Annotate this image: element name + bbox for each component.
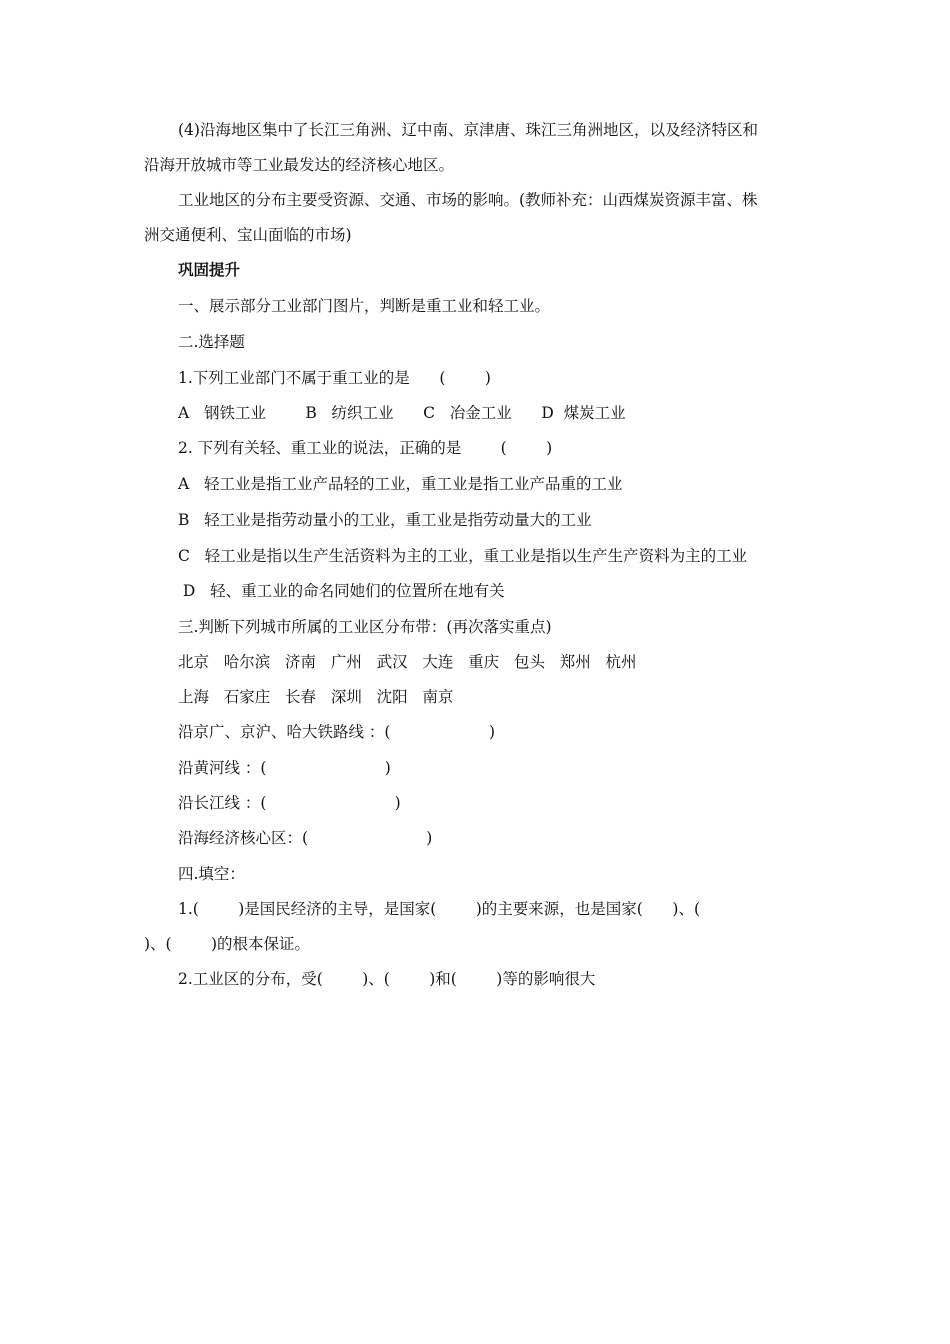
- belt-yangtze: 沿长江线 ：( ): [178, 794, 401, 812]
- paragraph-4-line-1: (4)沿海地区集中了长江三角洲、辽中南、京津唐、珠江三角洲地区，以及经济特区和: [178, 121, 758, 139]
- question-2-option-b: B 轻工业是指劳动量小的工业，重工业是指劳动量大的工业: [178, 511, 592, 529]
- belt-coastal: 沿海经济核心区：( ): [178, 829, 433, 847]
- question-1-options: A 钢铁工业 B 纺织工业 C 冶金工业 D 煤炭工业: [178, 404, 626, 422]
- part4-heading: 四.填空：: [178, 865, 245, 883]
- paragraph-4-line-2: 沿海开放城市等工业最发达的经济核心地区。: [144, 156, 455, 174]
- question-1-stem: 1.下列工业部门不属于重工业的是 ( ): [178, 369, 491, 387]
- section-heading: 巩固提升: [178, 260, 241, 279]
- question-2-stem: 2. 下列有关轻、重工业的说法，正确的是 ( ): [178, 439, 553, 457]
- belt-railway: 沿京广、京沪、哈大铁路线 ：( ): [178, 723, 496, 741]
- fill-question-1-line-1: 1.( )是国民经济的主导，是国家( )的主要来源，也是国家( )、(: [178, 900, 701, 918]
- part3-heading: 三.判断下列城市所属的工业区分布带：(再次落实重点): [178, 618, 552, 636]
- question-2-option-c: C 轻工业是指以生产生活资料为主的工业，重工业是指以生产生产资料为主的工业: [178, 547, 748, 565]
- fill-question-2: 2.工业区的分布，受( )、( )和( )等的影响很大: [178, 970, 596, 988]
- question-2-option-a: A 轻工业是指工业产品轻的工业，重工业是指工业产品重的工业: [178, 475, 623, 493]
- cities-row-1: 北京 哈尔滨 济南 广州 武汉 大连 重庆 包头 郑州 杭州: [178, 653, 637, 671]
- part1-text: 一、展示部分工业部门图片，判断是重工业和轻工业。: [178, 297, 551, 315]
- part2-heading: 二.选择题: [178, 333, 245, 351]
- cities-row-2: 上海 石家庄 长春 深圳 沈阳 南京: [178, 688, 454, 706]
- question-2-option-d: D 轻、重工业的命名同她们的位置所在地有关: [178, 582, 505, 600]
- paragraph-5-line-1: 工业地区的分布主要受资源、交通、市场的影响。(教师补充：山西煤炭资源丰富、株: [178, 191, 758, 209]
- fill-question-1-line-2: )、( )的根本保证。: [144, 935, 311, 953]
- paragraph-5-line-2: 洲交通便利、宝山面临的市场): [144, 226, 352, 244]
- belt-yellow-river: 沿黄河线 ：( ): [178, 759, 391, 777]
